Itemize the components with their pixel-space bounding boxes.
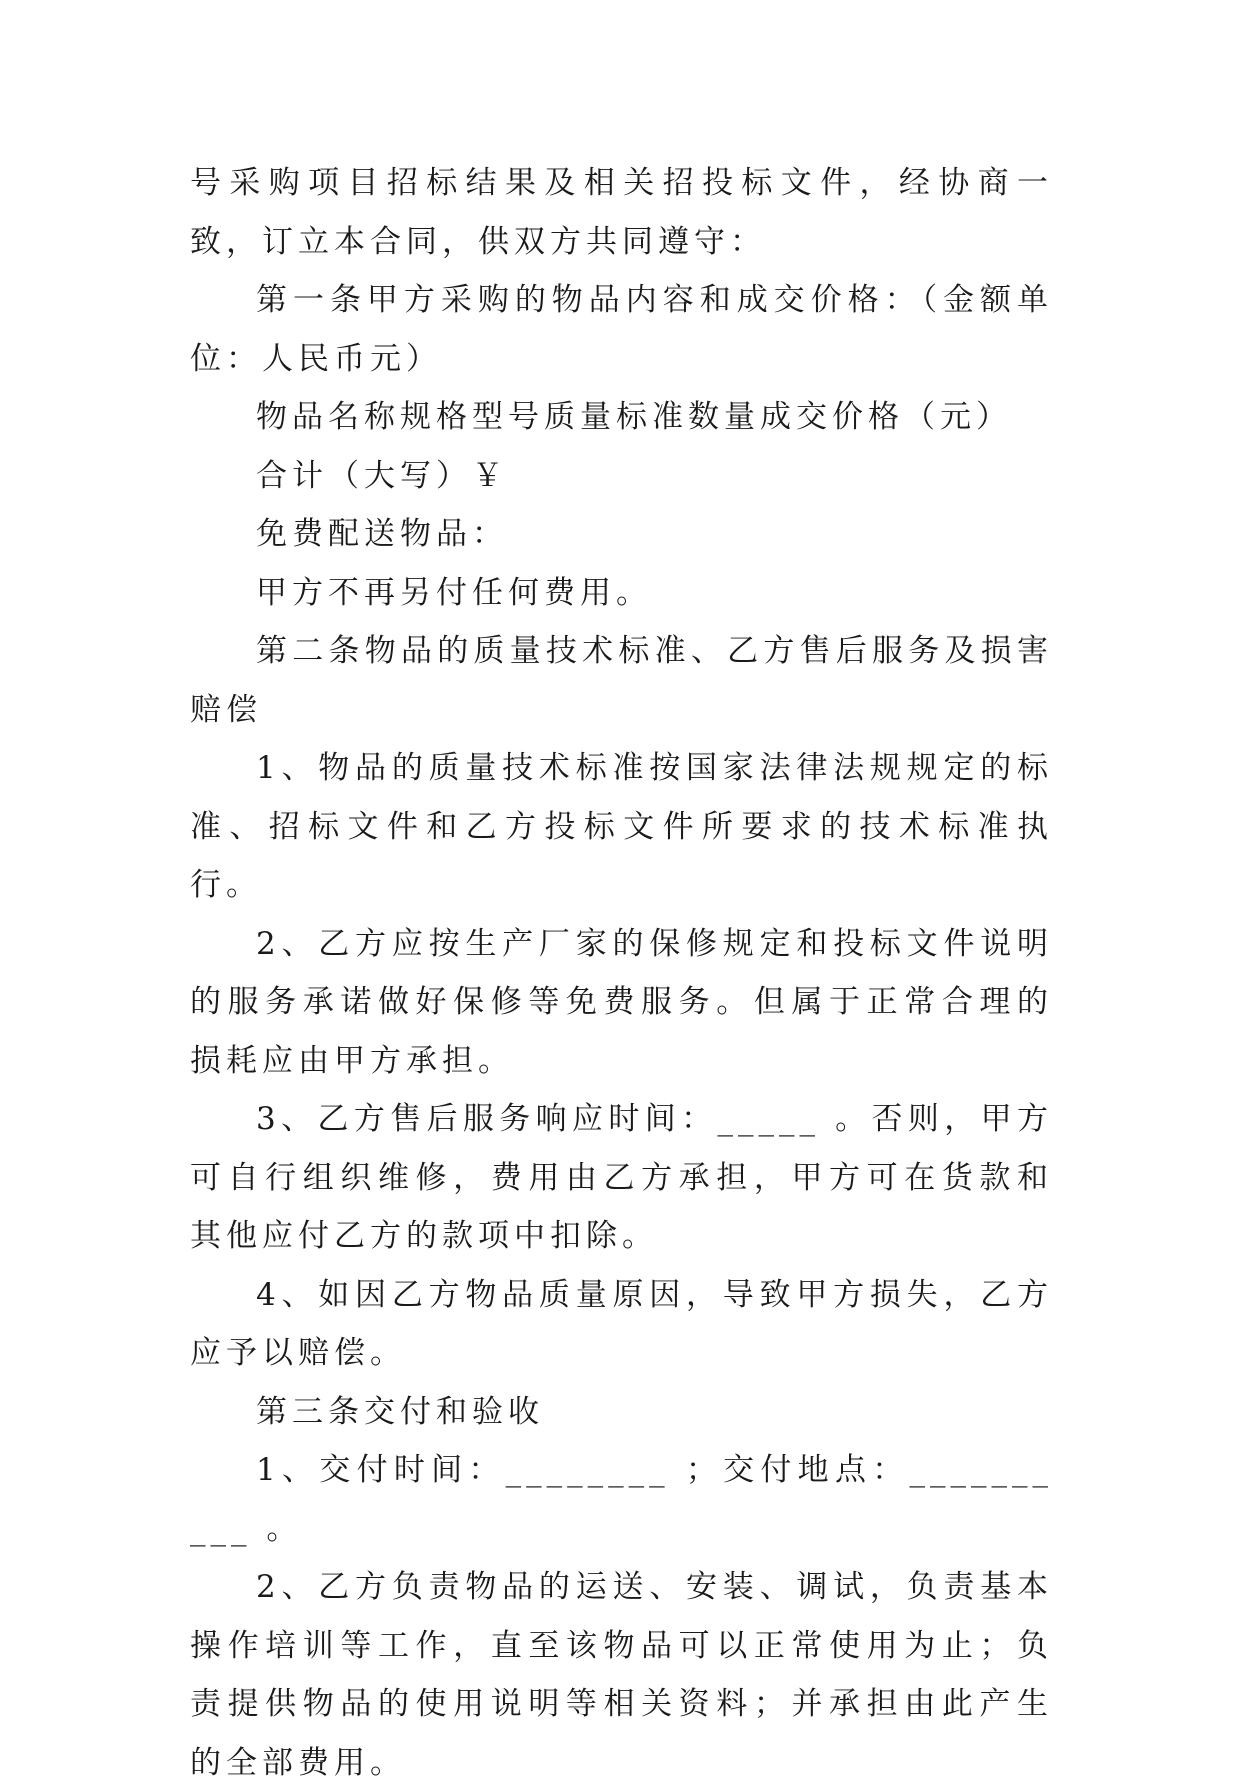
free-delivery-items: 免费配送物品： <box>256 516 508 552</box>
article-3-heading: 第三条交付和验收 <box>256 1393 544 1430</box>
article-2-clause-3: 3、乙方售后服务响应时间：_____ 。否则，甲方可自行组织维修，费用由乙方承担，甲方可在货款和其他应付乙方的款项中扣除。 <box>190 1101 1053 1254</box>
item-table-header: 物品名称规格型号质量标准数量成交价格（元） <box>256 399 1012 435</box>
article-2-clause-1: 1、物品的质量技术标准按国家法律法规规定的标准、招标文件和乙方投标文件所要求的技术标准执行。 <box>190 750 1053 903</box>
article-2-clause-4: 4、如因乙方物品质量原因，导致甲方损失，乙方应予以赔偿。 <box>190 1276 1053 1371</box>
total-amount-line: 合计（大写）￥ <box>256 457 508 494</box>
document-page <box>190 154 1053 1792</box>
paragraph-continuation: 号采购项目招标结果及相关招投标文件，经协商一致，订立本合同，供双方共同遵守： <box>190 165 1053 260</box>
article-2-heading: 第二条物品的质量技术标准、乙方售后服务及损害赔偿 <box>190 633 1053 728</box>
article-3-clause-2: 2、乙方负责物品的运送、安装、调试，负责基本操作培训等工作，直至该物品可以正常使用为止；负责提供物品的使用说明等相关资料；并承担由此产生的全部费用。 <box>190 1569 1053 1781</box>
article-3-clause-1: 1、交付时间：________ ；交付地点：__________ 。 <box>190 1452 1053 1547</box>
article-1-heading: 第一条甲方采购的物品内容和成交价格：（金额单位：人民币元） <box>190 282 1053 377</box>
no-extra-fee-note: 甲方不再另付任何费用。 <box>256 574 652 611</box>
article-2-clause-2: 2、乙方应按生产厂家的保修规定和投标文件说明的服务承诺做好保修等免费服务。但属于正常合理的损耗应由甲方承担。 <box>190 925 1053 1079</box>
